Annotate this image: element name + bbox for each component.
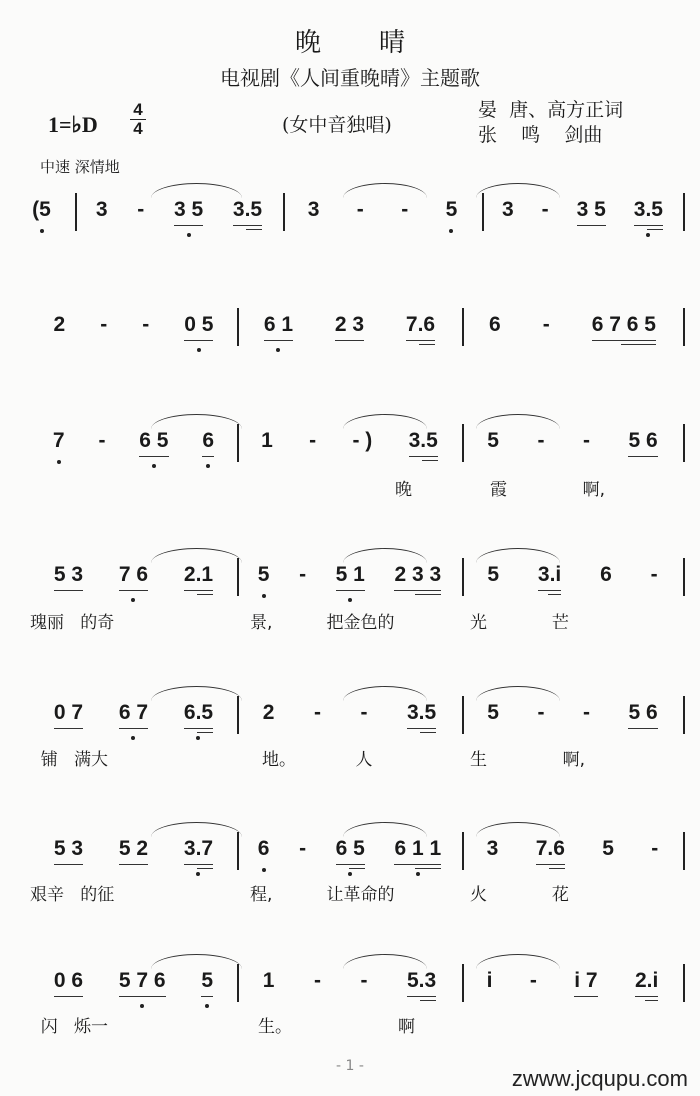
note-group: - [582,429,590,452]
lyric-line: 生。 [258,1017,292,1037]
note-group: 0 6 [54,968,83,1004]
note-group: 1 [262,969,275,992]
note-group: 3.5 [409,428,438,464]
note-group: - [650,563,658,586]
note-group: 0 5 [184,312,213,348]
low-octave-dot [152,464,156,468]
meter-top: 4 [133,100,143,119]
note-group: 3.5 [634,197,663,233]
page-number: - 1 - [336,1058,364,1074]
slur [476,954,560,969]
barline [482,193,484,231]
barline [237,558,239,596]
lyric-line: 啊 [398,1017,415,1037]
key-signature: 1=♭D [48,112,98,137]
note-group: 3 5 [174,197,203,233]
note-group: 3.i [538,562,561,598]
note-group: - [582,701,590,724]
slur [476,686,560,701]
measure [36,700,231,742]
lyric-line: 火 花 [470,885,569,905]
measure [36,562,231,604]
note-group: 5 [487,701,499,724]
measure [81,197,277,239]
note-group: 3 [486,837,499,860]
note-group: - [360,969,368,992]
meter-bottom: 4 [130,119,146,138]
low-octave-dot [140,1004,144,1008]
barline [683,832,685,870]
note-group: - [529,969,537,992]
measure [289,197,476,239]
note-group: 5 2 [119,836,148,872]
note-group: - ) [352,429,373,452]
lyric-line: 瑰丽 的奇 [30,613,115,633]
note-group: - [541,198,549,221]
lyric-line: 程, 让革命的 [250,885,395,905]
lyric-line: 景, 把金色的 [250,613,395,633]
measure [243,312,456,354]
note-group: 7.6 [536,836,565,872]
low-octave-dot [131,598,135,602]
note-group: 6 [600,563,612,586]
note-group: 5 7 6 [119,968,166,1004]
barline [237,424,239,462]
note-group: - [651,837,659,860]
barline [462,696,464,734]
watermark: zwww.jcqupu.com [511,1066,688,1091]
note-group: 7 [53,428,65,464]
note-group: 3.5 [407,700,436,736]
note-group: - [299,563,307,586]
note-group: 6 [202,428,214,464]
lyric-line: 生 啊, [470,750,586,770]
note-group: 6 [489,313,501,336]
measure [14,197,69,239]
slur [151,548,242,563]
score-row [0,562,700,612]
note-group: - [299,837,307,860]
measure [468,700,677,742]
note-group: 2.1 [184,562,213,598]
barline [462,424,464,462]
note-group: 5 [201,968,213,1004]
lyric-line: 闪 烁一 [30,1017,109,1037]
note-group: 2 [53,313,66,336]
slur [343,183,427,198]
score-row [0,428,700,478]
lyric-line: 地。 人 [262,750,373,770]
measure [243,968,456,1010]
low-octave-dot [196,872,200,876]
low-octave-dot [646,233,650,237]
measure [36,428,231,470]
slur [476,414,560,429]
note-group: - [313,969,321,992]
barline [237,832,239,870]
low-octave-dot [449,229,453,233]
measure [468,428,677,470]
note-group: - [98,429,106,452]
low-octave-dot [40,229,44,233]
low-octave-dot [262,868,266,872]
barline [237,696,239,734]
slur [151,686,242,701]
score-row [0,836,700,886]
note-group: 6 7 [119,700,148,736]
measure [243,428,456,470]
slur [476,548,560,563]
low-octave-dot [348,598,352,602]
note-group: 5 [446,197,458,233]
measure [468,968,677,1010]
note-group: - [309,429,317,452]
low-octave-dot [206,464,210,468]
note-group: 6 5 [336,836,365,872]
barline [237,308,239,346]
note-group: 6 7 6 5 [592,312,656,348]
note-group: 2 3 [335,312,364,348]
barline [237,964,239,1002]
note-group: 6 [258,836,270,872]
song-title: 晚晴 [294,28,463,58]
low-octave-dot [131,736,135,740]
note-group: 5.3 [407,968,436,1004]
note-group: - [537,429,545,452]
low-octave-dot [187,233,191,237]
lyric-line: 艰辛 的征 [30,885,115,905]
slur [343,548,427,563]
note-group: 0 7 [54,700,83,736]
note-group: 6.5 [184,700,213,736]
note-group: 7.6 [406,312,435,348]
note-group: 3 5 [577,197,606,233]
note-group: 5 1 [336,562,365,598]
measure [243,836,456,878]
note-group: 6 1 [264,312,293,348]
note-group: 3 [501,198,514,221]
barline [683,696,685,734]
barline [462,832,464,870]
note-group: - [537,701,545,724]
note-group: - [356,198,364,221]
note-group: i [486,969,493,992]
barline [683,964,685,1002]
slur [151,414,242,429]
measure [36,836,231,878]
low-octave-dot [416,872,420,876]
measure [488,197,677,239]
barline [462,558,464,596]
slur [343,686,427,701]
time-signature [130,101,146,138]
barline [683,558,685,596]
slur [151,183,242,198]
note-group: 2 [262,701,275,724]
low-octave-dot [57,460,61,464]
low-octave-dot [262,594,266,598]
note-group: 5 [487,429,499,452]
note-group: 5 [258,562,270,598]
slur [476,183,560,198]
lyric-line: 霞 啊, [490,480,606,500]
note-group: 3.7 [184,836,213,872]
barline [283,193,285,231]
note-group: 3.5 [233,197,262,233]
low-octave-dot [348,872,352,876]
measure [243,562,456,604]
note-group: 2 3 3 [394,562,441,598]
note-group: - [100,313,108,336]
low-octave-dot [276,348,280,352]
note-group: 5 3 [54,836,83,872]
note-group: 5 3 [54,562,83,598]
song-subtitle: 电视剧《人间重晚晴》主题歌 [220,66,480,90]
barline [683,424,685,462]
lyric-line: 铺 满大 [30,750,109,770]
note-group: 5 6 [628,428,657,464]
measure [36,968,231,1010]
lyric-line: 光 芒 [470,613,569,633]
measure [243,700,456,742]
slur [343,822,427,837]
voice-type: (女中音独唱) [282,114,392,136]
measure [36,312,231,354]
note-group: - [360,701,368,724]
low-octave-dot [205,1004,209,1008]
measure [468,562,677,604]
note-group: - [142,313,150,336]
score-row [0,312,700,362]
note-group: i 7 [574,968,597,1004]
measure [468,312,677,354]
note-group: - [401,198,409,221]
score-row [0,197,700,247]
barline [75,193,77,231]
slur [151,954,242,969]
score-row [0,968,700,1018]
note-group: 6 1 1 [394,836,441,872]
score-row [0,700,700,750]
note-group: 3 [95,198,108,221]
tempo-marking: 中速 深情地 [40,158,120,176]
barline [462,964,464,1002]
low-octave-dot [197,348,201,352]
slur [343,414,427,429]
note-group: 6 5 [139,428,168,464]
note-group: 5 [602,837,614,860]
barline [683,193,685,231]
note-group: - [542,313,550,336]
note-group: (5 [32,197,51,233]
note-group: 1 [261,429,273,452]
barline [683,308,685,346]
note-group: 5 6 [628,700,657,736]
low-octave-dot [196,736,200,740]
note-group: - [313,701,321,724]
slur [343,954,427,969]
note-group: - [137,198,145,221]
lyric-line: 晚 [395,480,412,500]
note-group: 2.i [635,968,658,1004]
note-group: 7 6 [119,562,148,598]
measure [468,836,677,878]
slur [476,822,560,837]
note-group: 5 [487,563,500,586]
barline [462,308,464,346]
slur [151,822,242,837]
note-group: 3 [307,198,320,221]
credits: 晏 唐、高方正词 张 鸣 剑曲 [478,99,624,146]
